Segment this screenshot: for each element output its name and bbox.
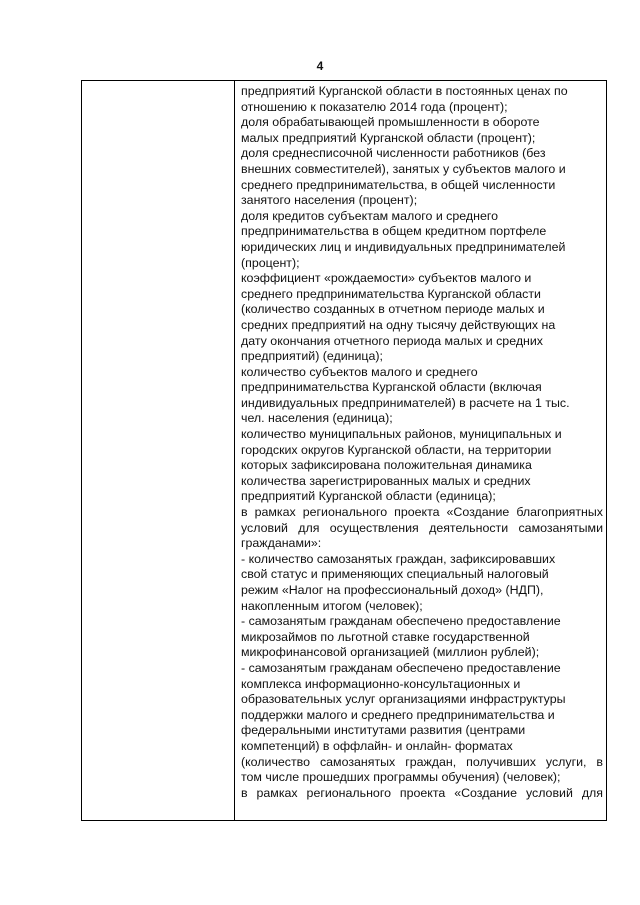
text-line: доля обрабатывающей промышленности в обороте — [241, 115, 540, 130]
text-line: (количество созданных в отчетном периоде малых и — [241, 302, 545, 317]
text-line: средних предприятий на одну тысячу действующих на — [241, 317, 556, 332]
text-line: в рамках регионального проекта «Создание благоприятных — [241, 505, 603, 520]
text-line: предпринимательства Курганской области (включая — [241, 380, 542, 395]
text-line: накопленным итогом (человек); — [241, 598, 423, 613]
text-line: образовательных услуг организациями инфраструктуры — [241, 692, 566, 707]
text-line: федеральными институтами развития (центрами — [241, 723, 526, 738]
page-number: 4 — [316, 59, 324, 73]
text-line: количества зарегистрированных малых и средних — [241, 473, 531, 488]
text-line: микрофинансовой организацией (миллион рублей); — [241, 645, 540, 660]
text-line: количество муниципальных районов, муниципальных и — [241, 427, 562, 442]
text-line: которых зафиксирована положительная динамика — [241, 458, 532, 473]
text-line: - самозанятым гражданам обеспечено предоставление — [241, 614, 561, 629]
text-line: отношению к показателю 2014 года (процент); — [241, 99, 508, 114]
text-line: городских округов Курганской области, на территории — [241, 442, 552, 457]
content-table — [81, 80, 607, 821]
text-line: - самозанятым гражданам обеспечено предоставление — [241, 660, 561, 675]
text-line: поддержки малого и среднего предпринимательства и — [241, 707, 555, 722]
text-line: малых предприятий Курганской области (процент); — [241, 130, 536, 145]
text-line: предприятий Курганской области (единица); — [241, 489, 496, 504]
text-line: свой статус и применяющих специальный налоговый — [241, 567, 549, 582]
text-line: чел. населения (единица); — [241, 411, 393, 426]
table-left-column — [82, 81, 235, 820]
table-right-column — [235, 81, 606, 820]
text-line: доля кредитов субъектам малого и среднего — [241, 208, 498, 223]
text-line: - количество самозанятых граждан, зафиксировавших — [241, 551, 556, 566]
text-line: коэффициент «рождаемости» субъектов малого и — [241, 271, 532, 286]
text-line: (процент); — [241, 255, 300, 270]
text-line: количество субъектов малого и среднего — [241, 364, 478, 379]
text-line: гражданами»: — [241, 536, 322, 551]
text-line: комплекса информационно-консультационных и — [241, 676, 521, 691]
text-line: доля среднесписочной численности работников (без — [241, 146, 546, 161]
text-line: предприятий) (единица); — [241, 349, 383, 364]
text-line: компетенций) в оффлайн- и онлайн- форматах — [241, 738, 513, 753]
text-line: юридических лиц и индивидуальных предпринимателей — [241, 239, 566, 254]
text-line: среднего предпринимательства Курганской области — [241, 286, 541, 301]
text-line: дату окончания отчетного периода малых и средних — [241, 333, 544, 348]
text-line: (количество самозанятых граждан, получивших услуги, в — [241, 754, 603, 769]
text-line: том числе прошедших программы обучения) (человек); — [241, 770, 561, 785]
text-line: занятого населения (процент); — [241, 193, 418, 208]
text-line: среднего предпринимательства, в общей численности — [241, 177, 556, 192]
text-line: микрозаймов по льготной ставке государственной — [241, 629, 530, 644]
text-line: индивидуальных предпринимателей) в расчете на 1 тыс. — [241, 395, 570, 410]
text-line: внешних совместителей), занятых у субъектов малого и — [241, 161, 566, 176]
text-line: предпринимательства в общем кредитном портфеле — [241, 224, 547, 239]
text-line: режим «Налог на профессиональный доход» (НДП), — [241, 583, 544, 597]
text-line: предприятий Курганской области в постоянных ценах по — [241, 84, 568, 98]
text-line: в рамках регионального проекта «Создание условий для — [241, 785, 603, 800]
text-line: условий для осуществления деятельности самозанятыми — [241, 520, 603, 535]
